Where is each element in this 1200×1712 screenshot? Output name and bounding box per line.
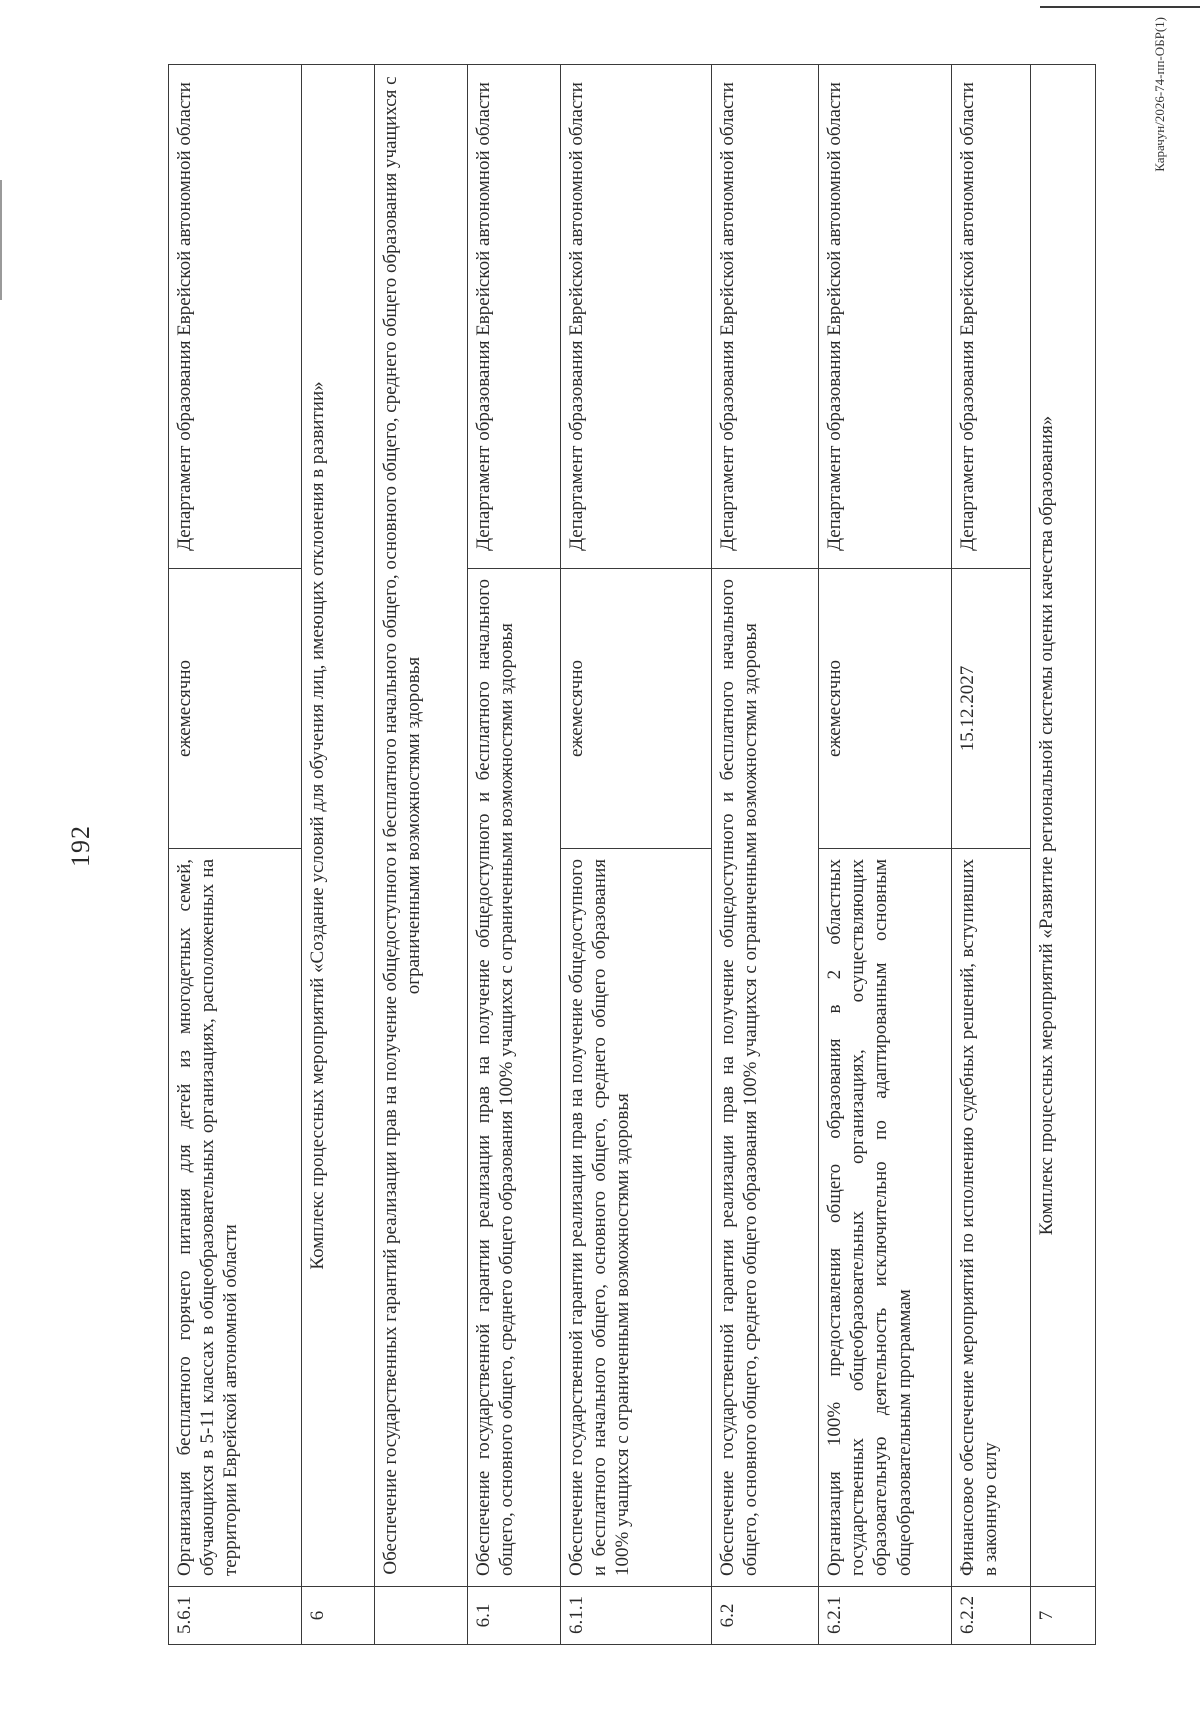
row-responsible: Департамент образования Еврейской автономной области <box>561 65 712 569</box>
row-description: Обеспечение государственной гарантии реализации прав на получение общедоступного и бесплатного начального общего, основного общего, среднего общего образования 100% учащихся с ограниченными возможностями здоровья <box>712 569 819 1587</box>
row-term: ежемесячно <box>561 569 712 849</box>
row-responsible: Департамент образования Еврейской автономной области <box>819 65 952 569</box>
row-number: 6.2 <box>712 1587 819 1645</box>
row-responsible: Департамент образования Еврейской автономной области <box>712 65 819 569</box>
row-responsible: Департамент образования Еврейской автономной области <box>169 65 302 569</box>
row-description: Финансовое обеспечение мероприятий по исполнению судебных решений, вступивших в законную силу <box>952 849 1031 1587</box>
row-number-empty <box>375 1587 468 1645</box>
table-row-6-1 <box>468 65 561 1645</box>
table-row-6-2 <box>712 65 819 1645</box>
page-number: 192 <box>66 825 95 867</box>
row-term: ежемесячно <box>819 569 952 849</box>
row-number: 6.1 <box>468 1587 561 1645</box>
document-code: Карачун/2026-74-пп-ОБР(1) <box>1152 17 1167 172</box>
section-title: Комплекс процессных мероприятий «Развитие региональной системы оценки качества образования» <box>1031 65 1096 1587</box>
row-number: 6.2.1 <box>819 1587 952 1645</box>
row-number: 6.2.2 <box>952 1587 1031 1645</box>
row-description: Организация 100% предоставления общего образования в 2 областных государственных общеобразовательных организациях, осуществляющих образовательную деятельность исключительно по адаптированным основным общеобразовательным программам <box>819 849 952 1587</box>
row-description: Обеспечение государственной гарантии реализации прав на получение общедоступного и бесплатного начального общего, основного общего, среднего общего образования 100% учащихся с ограниченными возможностями здоровья <box>468 569 561 1587</box>
table-row-6-section <box>302 65 375 1645</box>
table-row-7-section <box>1031 65 1096 1645</box>
table-row-5-6-1 <box>169 65 302 1645</box>
table-row-6-2-2 <box>952 65 1031 1645</box>
row-responsible: Департамент образования Еврейской автономной области <box>468 65 561 569</box>
row-description: Организация бесплатного горячего питания для детей из многодетных семей, обучающихся в 5-11 классах в общеобразовательных организациях, расположенных на территории Еврейской автономной области <box>169 849 302 1587</box>
activities-table <box>168 64 1096 1645</box>
row-description: Обеспечение государственной гарантии реализации прав на получение общедоступного и бесплатного начального общего, основного общего, среднего общего образования 100% учащихся с ограниченными возможностями здоровья <box>561 849 712 1587</box>
table-row-6-1-1 <box>561 65 712 1645</box>
row-term: 15.12.2027 <box>952 569 1031 849</box>
table-row-group-heading <box>375 65 468 1645</box>
row-term: ежемесячно <box>169 569 302 849</box>
row-number: 5.6.1 <box>169 1587 302 1645</box>
row-number: 6.1.1 <box>561 1587 712 1645</box>
section-title: Комплекс процессных мероприятий «Создание условий для обучения лиц, имеющих отклонения в развитии» <box>302 65 375 1587</box>
row-number: 7 <box>1031 1587 1096 1645</box>
row-number: 6 <box>302 1587 375 1645</box>
table-row-6-2-1 <box>819 65 952 1645</box>
row-responsible: Департамент образования Еврейской автономной области <box>952 65 1031 569</box>
group-heading: Обеспечение государственных гарантий реализации прав на получение общедоступного и бесплатного начального общего, основного общего, среднего общего образования учащихся с ограниченными возможностями здоровья <box>375 65 468 1587</box>
